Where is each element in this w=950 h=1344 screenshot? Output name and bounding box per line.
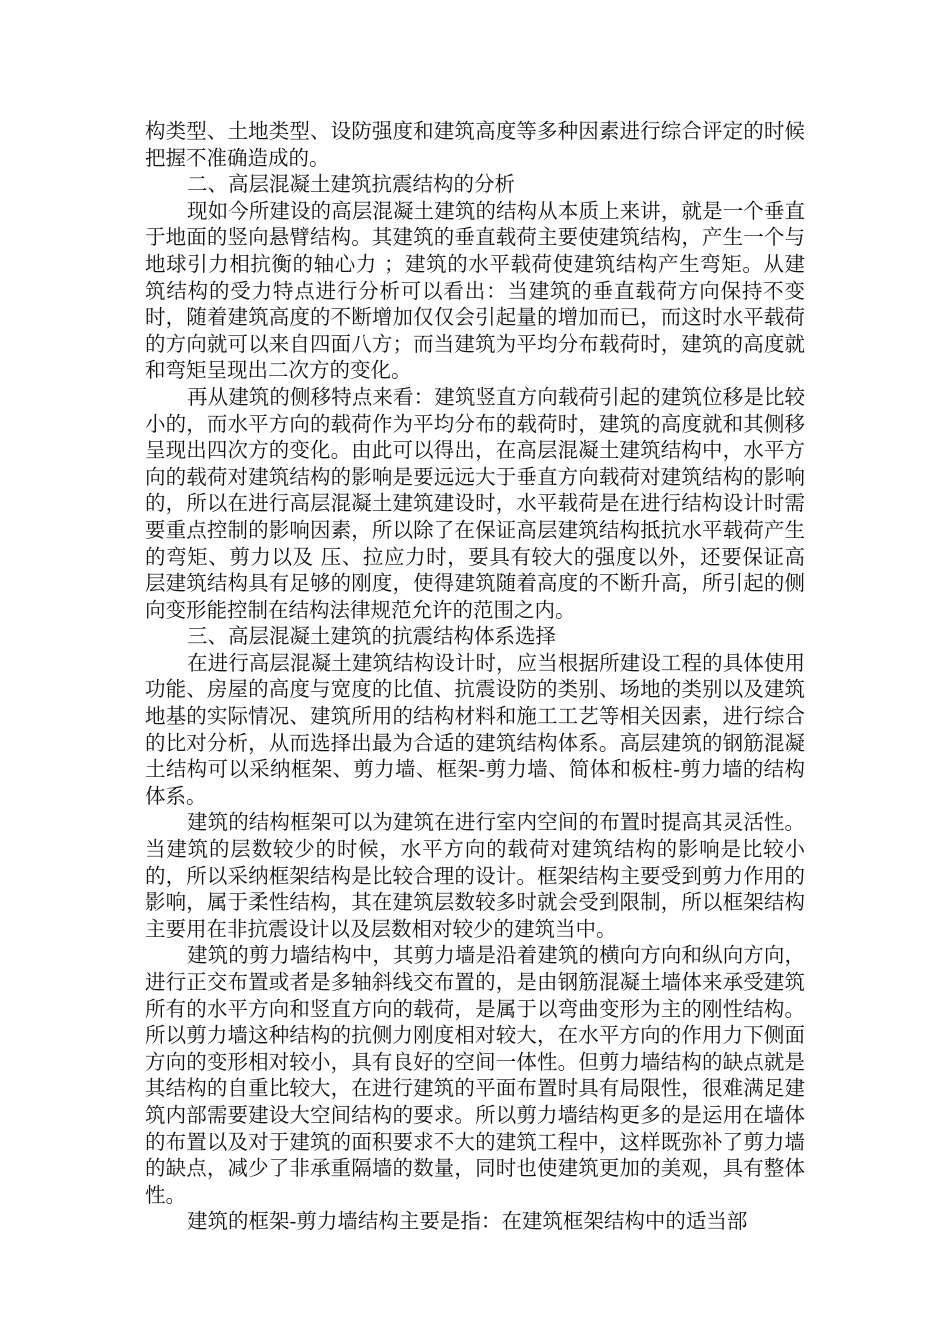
paragraph: 再从建筑的侧移特点来看：建筑竖直方向载荷引起的建筑位移是比较小的，而水平方向的载荷作为平均分布的载荷时，建筑的高度就和其侧移呈现出四次方的变化。由此可以得出，在高层混凝土建筑结构中，水平方向的载荷对建筑结构的影响是要远远大于垂直方向载荷对建筑结构的影响的，所以在进行高层混凝土建筑建设时，水平载荷是在进行结构设计时需要重点控制的影响因素，所以除了在保证高层建筑结构抵抗水平载荷产生的弯矩、剪力以及 压、拉应力时，要具有较大的强度以外，还要保证高层建筑结构具有足够的刚度，使得建筑随着高度的不断升高，所引起的侧向变形能控制在结构法律规范允许的范围之内。 xyxy=(145,384,805,622)
section-heading-2: 二、高层混凝土建筑抗震结构的分析 xyxy=(187,172,515,197)
section-heading-3: 三、高层混凝土建筑的抗震结构体系选择 xyxy=(187,624,556,649)
document-body xyxy=(145,118,805,1235)
paragraph: 建筑的框架-剪力墙结构主要是指：在建筑框架结构中的适当部 xyxy=(187,1209,748,1234)
paragraph: 在进行高层混凝土建筑结构设计时，应当根据所建设工程的具体使用功能、房屋的高度与宽度的比值、抗震设防的类别、场地的类别以及建筑地基的实际情况、建筑所用的结构材料和施工工艺等相关因素，进行综合的比对分析，从而选择出最为合适的建筑结构体系。高层建筑的钢筋混凝土结构可以采纳框架、剪力墙、框架-剪力墙、简体和板柱-剪力墙的结构体系。 xyxy=(145,650,805,808)
paragraph-continuation: 构类型、土地类型、设防强度和建筑高度等多种因素进行综合评定的时候把握不准确造成的。 xyxy=(145,119,805,170)
paragraph: 现如今所建设的高层混凝土建筑的结构从本质上来讲，就是一个垂直于地面的竖向悬臂结构。其建筑的垂直载荷主要使建筑结构，产生一个与地球引力相抗衡的轴心力 ；建筑的水平载荷使建筑结构产生弯矩。从建筑结构的受力特点进行分析可以看出：当建筑的垂直载荷方向保持不变时，随着建筑高度的不断增加仅仅会引起量的增加而已，而这时水平载荷的方向就可以来自四面八方；而当建筑为平均分布载荷时，建筑的高度就和弯矩呈现出二次方的变化。 xyxy=(145,198,805,383)
paragraph: 建筑的结构框架可以为建筑在进行室内空间的布置时提高其灵活性。当建筑的层数较少的时候，水平方向的载荷对建筑结构的影响是比较小的，所以采纳框架结构是比较合理的设计。框架结构主要受到剪力作用的影响，属于柔性结构，其在建筑层数较多时就会受到限制，所以框架结构主要用在非抗震设计以及层数相对较少的建筑当中。 xyxy=(145,810,805,941)
paragraph: 建筑的剪力墙结构中，其剪力墙是沿着建筑的横向方向和纵向方向，进行正交布置或者是多轴斜线交布置的，是由钢筋混凝土墙体来承受建筑所有的水平方向和竖直方向的载荷，是属于以弯曲变形为主的刚性结构。所以剪力墙这种结构的抗侧力刚度相对较大，在水平方向的作用力下侧面方向的变形相对较小，具有良好的空间一体性。但剪力墙结构的缺点就是其结构的自重比较大，在进行建筑的平面布置时具有局限性，很难满足建筑内部需要建设大空间结构的要求。所以剪力墙结构更多的是运用在墙体的布置以及对于建筑的面积要求不大的建筑工程中，这样既弥补了剪力墙的缺点，减少了非承重隔墙的数量，同时也使建筑更加的美观，具有整体性。 xyxy=(145,943,805,1207)
